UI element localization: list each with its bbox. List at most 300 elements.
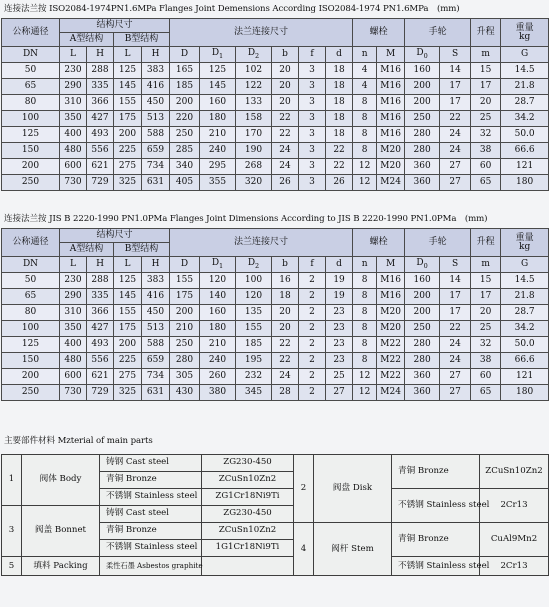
material-grade: ZG230-450 <box>202 455 294 472</box>
cell-s: 27 <box>440 175 471 191</box>
material-grade: ZCuSn10Zn2 <box>480 455 549 489</box>
cell-h-a: 335 <box>87 79 114 95</box>
table-row <box>2 353 549 369</box>
cell-d: 200 <box>170 305 200 321</box>
cell-l-b: 200 <box>114 337 142 353</box>
cell-lift-m: 17 <box>471 79 501 95</box>
table-row <box>2 95 549 111</box>
cell-g: 21.8 <box>501 79 549 95</box>
cell-d: 280 <box>170 353 200 369</box>
cell-m: M16 <box>377 127 405 143</box>
cell-h-b: 631 <box>142 385 170 401</box>
cell-s: 24 <box>440 127 471 143</box>
cell-f: 3 <box>299 95 326 111</box>
cell-lift-m: 60 <box>471 369 501 385</box>
cell-h-b: 631 <box>142 175 170 191</box>
cell-l-b: 200 <box>114 127 142 143</box>
cell-l-a: 480 <box>60 143 87 159</box>
cell-n: 8 <box>353 273 377 289</box>
cell-d0: 200 <box>405 79 440 95</box>
cell-d0: 360 <box>405 159 440 175</box>
cell-d0: 160 <box>405 63 440 79</box>
cell-d2: 232 <box>236 369 272 385</box>
cell-h-b: 416 <box>142 289 170 305</box>
cell-d1: 120 <box>200 273 236 289</box>
main-parts-materials-table <box>1 454 549 576</box>
cell-h-a: 288 <box>87 63 114 79</box>
part-name: 阀杆 Stem <box>314 523 392 576</box>
table-row <box>2 305 549 321</box>
cell-l-a: 600 <box>60 159 87 175</box>
cell-l-b: 125 <box>114 273 142 289</box>
cell-d2: 122 <box>236 79 272 95</box>
table-row <box>2 127 549 143</box>
cell-b: 24 <box>272 143 299 159</box>
cell-d-hole: 18 <box>326 111 353 127</box>
cell-d: 210 <box>170 321 200 337</box>
col-d1: $D_1$ <box>200 257 236 273</box>
material: 不锈钢 Stainless steel <box>392 557 480 576</box>
part-name: 填料 Packing <box>22 557 100 576</box>
cell-h-b: 734 <box>142 159 170 175</box>
header-type-a: A型结构 <box>60 33 114 47</box>
cell-d0: 200 <box>405 289 440 305</box>
cell-f: 3 <box>299 79 326 95</box>
cell-d-hole: 27 <box>326 385 353 401</box>
header-lift: 升程 <box>471 229 501 257</box>
cell-g: 121 <box>501 159 549 175</box>
cell-g: 50.0 <box>501 337 549 353</box>
header-structure-size: 结构尺寸 <box>60 19 170 33</box>
header-nominal-size: 公称通径 <box>2 19 60 47</box>
cell-h-b: 734 <box>142 369 170 385</box>
cell-g: 34.2 <box>501 321 549 337</box>
material-grade <box>202 557 294 576</box>
material: 青铜 Bronze <box>100 472 202 489</box>
cell-n: 8 <box>353 289 377 305</box>
col-dn: DN <box>2 257 60 273</box>
cell-d: 305 <box>170 369 200 385</box>
cell-l-a: 480 <box>60 353 87 369</box>
col-n: n <box>353 47 377 63</box>
material: 铸钢 Cast steel <box>100 506 202 523</box>
cell-g: 180 <box>501 385 549 401</box>
cell-b: 18 <box>272 289 299 305</box>
header-weight: 重量 kg <box>501 229 549 257</box>
cell-d: 250 <box>170 127 200 143</box>
cell-l-a: 230 <box>60 63 87 79</box>
cell-h-a: 493 <box>87 127 114 143</box>
cell-dn: 125 <box>2 337 60 353</box>
cell-h-a: 427 <box>87 321 114 337</box>
col-s: S <box>440 257 471 273</box>
table-row <box>2 337 549 353</box>
cell-l-b: 155 <box>114 95 142 111</box>
table-row <box>2 79 549 95</box>
cell-h-b: 513 <box>142 321 170 337</box>
cell-s: 17 <box>440 305 471 321</box>
cell-h-b: 450 <box>142 305 170 321</box>
cell-h-b: 383 <box>142 273 170 289</box>
material-grade: 2Cr13 <box>480 489 549 523</box>
cell-d: 405 <box>170 175 200 191</box>
cell-n: 8 <box>353 111 377 127</box>
col-h-a: H <box>87 47 114 63</box>
cell-l-a: 350 <box>60 321 87 337</box>
cell-f: 2 <box>299 369 326 385</box>
cell-n: 8 <box>353 95 377 111</box>
cell-g: 34.2 <box>501 111 549 127</box>
cell-f: 2 <box>299 305 326 321</box>
cell-d: 155 <box>170 273 200 289</box>
cell-d: 175 <box>170 289 200 305</box>
header-structure-size: 结构尺寸 <box>60 229 170 243</box>
material: 不锈钢 Stainless steel <box>100 489 202 506</box>
cell-f: 3 <box>299 175 326 191</box>
cell-b: 22 <box>272 337 299 353</box>
cell-h-a: 556 <box>87 353 114 369</box>
cell-l-b: 275 <box>114 369 142 385</box>
cell-dn: 200 <box>2 369 60 385</box>
cell-d: 340 <box>170 159 200 175</box>
cell-s: 27 <box>440 369 471 385</box>
cell-h-a: 493 <box>87 337 114 353</box>
cell-m: M22 <box>377 337 405 353</box>
cell-d0: 250 <box>405 321 440 337</box>
cell-lift-m: 15 <box>471 273 501 289</box>
cell-dn: 50 <box>2 63 60 79</box>
cell-h-b: 513 <box>142 111 170 127</box>
cell-f: 2 <box>299 321 326 337</box>
col-d: D <box>170 257 200 273</box>
material: 柔性石墨 Asbestos graphite <box>100 557 202 576</box>
cell-m: M16 <box>377 111 405 127</box>
col-d-hole: d <box>326 257 353 273</box>
col-m: M <box>377 47 405 63</box>
cell-d2: 100 <box>236 273 272 289</box>
iso-flange-dimensions-table <box>1 18 549 191</box>
parts-caption: 主要部件材料 Mzterial of main parts <box>4 436 153 446</box>
cell-n: 4 <box>353 79 377 95</box>
cell-n: 8 <box>353 305 377 321</box>
cell-m: M20 <box>377 321 405 337</box>
col-h-a: H <box>87 257 114 273</box>
col-s: S <box>440 47 471 63</box>
cell-lift-m: 32 <box>471 337 501 353</box>
cell-m: M16 <box>377 95 405 111</box>
cell-d2: 120 <box>236 289 272 305</box>
cell-d: 430 <box>170 385 200 401</box>
cell-l-b: 175 <box>114 321 142 337</box>
cell-m: M16 <box>377 79 405 95</box>
cell-d1: 125 <box>200 63 236 79</box>
table-row <box>2 385 549 401</box>
cell-m: M16 <box>377 63 405 79</box>
cell-d1: 210 <box>200 337 236 353</box>
cell-lift-m: 32 <box>471 127 501 143</box>
cell-g: 50.0 <box>501 127 549 143</box>
cell-d2: 320 <box>236 175 272 191</box>
cell-d1: 380 <box>200 385 236 401</box>
cell-d1: 160 <box>200 305 236 321</box>
cell-d-hole: 18 <box>326 95 353 111</box>
cell-lift-m: 60 <box>471 159 501 175</box>
cell-s: 24 <box>440 337 471 353</box>
cell-d1: 210 <box>200 127 236 143</box>
cell-n: 12 <box>353 159 377 175</box>
material-grade: 1G1Cr18Ni9Ti <box>202 540 294 557</box>
cell-l-a: 350 <box>60 111 87 127</box>
cell-h-b: 588 <box>142 337 170 353</box>
cell-d1: 140 <box>200 289 236 305</box>
cell-h-a: 556 <box>87 143 114 159</box>
cell-b: 20 <box>272 305 299 321</box>
cell-s: 27 <box>440 159 471 175</box>
part-number: 2 <box>294 455 314 523</box>
header-flange-size: 法兰连接尺寸 <box>170 229 353 257</box>
cell-d1: 295 <box>200 159 236 175</box>
cell-d: 220 <box>170 111 200 127</box>
part-name: 阀体 Body <box>22 455 100 506</box>
cell-l-b: 145 <box>114 289 142 305</box>
cell-g: 28.7 <box>501 305 549 321</box>
cell-h-b: 383 <box>142 63 170 79</box>
cell-d1: 180 <box>200 111 236 127</box>
cell-b: 16 <box>272 273 299 289</box>
col-g: G <box>501 257 549 273</box>
cell-l-b: 325 <box>114 175 142 191</box>
cell-s: 17 <box>440 79 471 95</box>
cell-dn: 200 <box>2 159 60 175</box>
cell-d0: 360 <box>405 385 440 401</box>
cell-d0: 360 <box>405 369 440 385</box>
cell-d-hole: 23 <box>326 321 353 337</box>
cell-d-hole: 18 <box>326 127 353 143</box>
col-lift-m: m <box>471 47 501 63</box>
cell-b: 20 <box>272 321 299 337</box>
header-bolt: 螺栓 <box>353 229 405 257</box>
cell-dn: 100 <box>2 111 60 127</box>
material-grade: ZCuSn10Zn2 <box>202 523 294 540</box>
cell-d-hole: 18 <box>326 79 353 95</box>
cell-n: 8 <box>353 353 377 369</box>
cell-s: 14 <box>440 63 471 79</box>
cell-d0: 200 <box>405 305 440 321</box>
col-h-b: H <box>142 47 170 63</box>
cell-d: 200 <box>170 95 200 111</box>
cell-f: 2 <box>299 273 326 289</box>
cell-h-a: 335 <box>87 289 114 305</box>
cell-dn: 100 <box>2 321 60 337</box>
cell-f: 2 <box>299 353 326 369</box>
cell-d0: 200 <box>405 95 440 111</box>
cell-h-a: 729 <box>87 385 114 401</box>
cell-n: 8 <box>353 337 377 353</box>
material: 不锈钢 Stainless steel <box>392 489 480 523</box>
material: 青铜 Bronze <box>392 523 480 557</box>
table-row <box>2 321 549 337</box>
cell-d-hole: 22 <box>326 143 353 159</box>
cell-b: 20 <box>272 95 299 111</box>
table-row <box>2 111 549 127</box>
cell-l-b: 145 <box>114 79 142 95</box>
cell-b: 20 <box>272 79 299 95</box>
cell-dn: 50 <box>2 273 60 289</box>
cell-b: 28 <box>272 385 299 401</box>
cell-h-a: 288 <box>87 273 114 289</box>
cell-l-b: 155 <box>114 305 142 321</box>
cell-d-hole: 19 <box>326 273 353 289</box>
material: 青铜 Bronze <box>100 523 202 540</box>
table-row <box>2 159 549 175</box>
cell-d1: 180 <box>200 321 236 337</box>
cell-dn: 80 <box>2 305 60 321</box>
cell-l-a: 400 <box>60 127 87 143</box>
material-grade: ZG1Cr18Ni9Ti <box>202 489 294 506</box>
cell-d0: 280 <box>405 143 440 159</box>
header-type-a: A型结构 <box>60 243 114 257</box>
cell-d0: 360 <box>405 175 440 191</box>
col-d0: $D_0$ <box>405 47 440 63</box>
cell-n: 12 <box>353 385 377 401</box>
cell-d-hole: 19 <box>326 289 353 305</box>
cell-d1: 145 <box>200 79 236 95</box>
cell-lift-m: 25 <box>471 321 501 337</box>
cell-l-b: 125 <box>114 63 142 79</box>
cell-d: 250 <box>170 337 200 353</box>
col-m: M <box>377 257 405 273</box>
col-l-a: L <box>60 257 87 273</box>
header-handwheel: 手轮 <box>405 229 471 257</box>
table-row <box>2 289 549 305</box>
cell-l-a: 310 <box>60 305 87 321</box>
cell-s: 27 <box>440 385 471 401</box>
table-row <box>2 369 549 385</box>
cell-f: 3 <box>299 127 326 143</box>
cell-n: 4 <box>353 63 377 79</box>
col-f: f <box>299 257 326 273</box>
cell-g: 121 <box>501 369 549 385</box>
material-grade: ZG230-450 <box>202 506 294 523</box>
cell-dn: 250 <box>2 175 60 191</box>
table2-caption: 连接法兰按 JIS B 2220-1990 PN1.0PMa Flanges Joint Dimensions According to JIS B 2220-1990 PN1.0PMa (mm) <box>4 214 488 224</box>
cell-d2: 268 <box>236 159 272 175</box>
cell-n: 12 <box>353 175 377 191</box>
cell-m: M20 <box>377 305 405 321</box>
cell-n: 8 <box>353 127 377 143</box>
cell-d: 285 <box>170 143 200 159</box>
cell-d: 165 <box>170 63 200 79</box>
parts-row <box>2 455 549 472</box>
col-lift-m: m <box>471 257 501 273</box>
header-handwheel: 手轮 <box>405 19 471 47</box>
cell-l-a: 290 <box>60 79 87 95</box>
header-flange-size: 法兰连接尺寸 <box>170 19 353 47</box>
cell-h-a: 366 <box>87 95 114 111</box>
material-grade: ZCuSn10Zn2 <box>202 472 294 489</box>
cell-d-hole: 23 <box>326 353 353 369</box>
cell-lift-m: 38 <box>471 353 501 369</box>
col-b: b <box>272 257 299 273</box>
cell-h-b: 416 <box>142 79 170 95</box>
cell-h-a: 427 <box>87 111 114 127</box>
cell-d-hole: 18 <box>326 63 353 79</box>
cell-dn: 65 <box>2 289 60 305</box>
table1-body <box>2 19 549 191</box>
cell-d-hole: 23 <box>326 305 353 321</box>
cell-d2: 102 <box>236 63 272 79</box>
cell-lift-m: 20 <box>471 95 501 111</box>
material-grade: 2Cr13 <box>480 557 549 576</box>
cell-d1: 240 <box>200 143 236 159</box>
cell-g: 21.8 <box>501 289 549 305</box>
cell-s: 14 <box>440 273 471 289</box>
cell-dn: 80 <box>2 95 60 111</box>
cell-d2: 155 <box>236 321 272 337</box>
cell-g: 14.5 <box>501 273 549 289</box>
col-d0: $D_0$ <box>405 257 440 273</box>
cell-l-a: 230 <box>60 273 87 289</box>
material-grade: CuAl9Mn2 <box>480 523 549 557</box>
table-row <box>2 273 549 289</box>
cell-g: 180 <box>501 175 549 191</box>
cell-d0: 160 <box>405 273 440 289</box>
cell-d-hole: 25 <box>326 369 353 385</box>
cell-d2: 158 <box>236 111 272 127</box>
header-bolt: 螺栓 <box>353 19 405 47</box>
cell-s: 17 <box>440 289 471 305</box>
cell-m: M20 <box>377 159 405 175</box>
cell-b: 20 <box>272 63 299 79</box>
cell-d2: 190 <box>236 143 272 159</box>
col-l-b: L <box>114 47 142 63</box>
cell-h-b: 659 <box>142 143 170 159</box>
cell-n: 8 <box>353 321 377 337</box>
cell-d2: 345 <box>236 385 272 401</box>
cell-d2: 185 <box>236 337 272 353</box>
cell-s: 24 <box>440 143 471 159</box>
cell-s: 24 <box>440 353 471 369</box>
cell-m: M16 <box>377 273 405 289</box>
cell-lift-m: 38 <box>471 143 501 159</box>
cell-l-a: 290 <box>60 289 87 305</box>
cell-dn: 65 <box>2 79 60 95</box>
cell-d1: 355 <box>200 175 236 191</box>
cell-g: 66.6 <box>501 353 549 369</box>
cell-lift-m: 25 <box>471 111 501 127</box>
cell-g: 14.5 <box>501 63 549 79</box>
table1-caption: 连接法兰按 ISO2084-1974PN1.6MPa Flanges Joint Demensions According ISO2084-1974 PN1.6MPa (mm) <box>4 4 460 14</box>
cell-b: 22 <box>272 127 299 143</box>
cell-d0: 280 <box>405 127 440 143</box>
cell-l-b: 225 <box>114 143 142 159</box>
header-type-b: B型结构 <box>114 243 170 257</box>
cell-dn: 125 <box>2 127 60 143</box>
cell-l-b: 175 <box>114 111 142 127</box>
col-d-hole: d <box>326 47 353 63</box>
cell-lift-m: 65 <box>471 385 501 401</box>
cell-d-hole: 26 <box>326 175 353 191</box>
cell-d0: 250 <box>405 111 440 127</box>
cell-lift-m: 65 <box>471 175 501 191</box>
cell-l-a: 730 <box>60 385 87 401</box>
cell-d1: 240 <box>200 353 236 369</box>
cell-m: M24 <box>377 385 405 401</box>
cell-d0: 280 <box>405 337 440 353</box>
header-nominal-size: 公称通径 <box>2 229 60 257</box>
cell-d2: 195 <box>236 353 272 369</box>
cell-l-b: 275 <box>114 159 142 175</box>
